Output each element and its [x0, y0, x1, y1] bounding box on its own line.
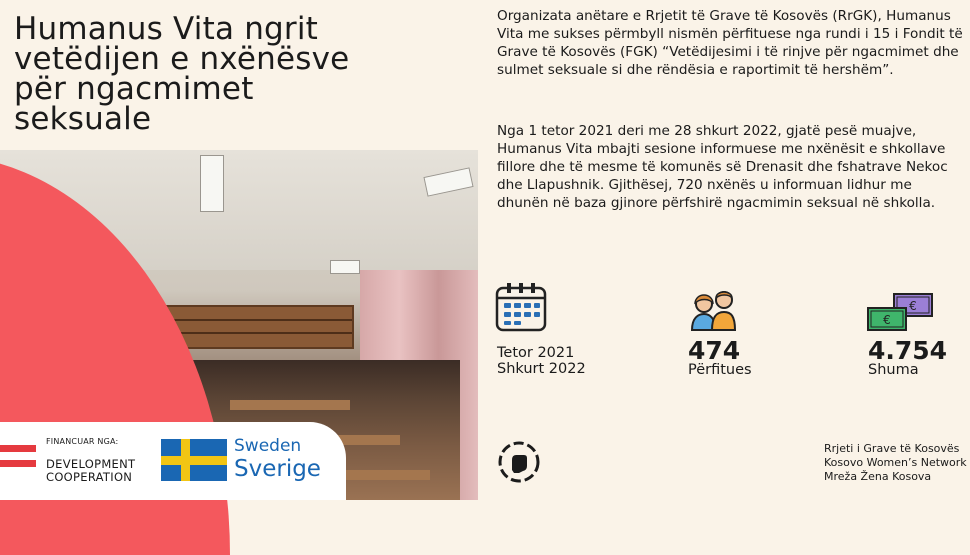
funder-label: FINANCUAR NGA: [46, 437, 119, 446]
sverige-label: Sverige [234, 456, 321, 482]
money-icon [866, 292, 936, 334]
amount-label: Shuma [868, 362, 919, 378]
amount-value: 4.754 [868, 336, 948, 365]
kwn-logo-icon [497, 440, 541, 484]
svg-text:€: € [883, 313, 891, 327]
beneficiaries-value: 474 [688, 336, 741, 365]
austria-flag-icon [0, 445, 36, 467]
sweden-label: Sweden [234, 436, 302, 456]
calendar-icon [495, 282, 547, 332]
details-paragraph: Nga 1 tetor 2021 deri me 28 shkurt 2022, gjatë pesë muajve, Humanus Vita mbajti sesione informuese me nxënësit e shkollave fillore dhe të mesme të komunës së Drenasit dhe fshatrave Nekoc dhe Llapushnik. Gjithësej, 720 nxënës u informuan lidhur me dhunën në baza gjinore përfshirë ngacmimin seksual në shkolla. [497, 123, 948, 211]
svg-text:€: € [909, 299, 917, 313]
period-text: Tetor 2021 Shkurt 2022 [497, 345, 586, 377]
people-icon [688, 284, 738, 332]
intro-paragraph: Organizata anëtare e Rrjetit të Grave të Kosovës (RrGK), Humanus Vita me sukses përmbyll nismën përfituese nga rundi i 15 i Fondit të Grave të Kosovës (FGK) “Vetëdijesimi i të rinjve për ngacmimet dhe sulmet seksuale si dhe rëndësia e raportimit të hershëm”. [497, 8, 963, 78]
page-title: Humanus Vita ngrit vetëdijen e nxënësve për ngacmimet seksuale [14, 11, 350, 137]
sweden-flag-icon [161, 439, 227, 481]
beneficiaries-label: Përfitues [688, 362, 752, 378]
funder-name: DEVELOPMENT COOPERATION [46, 457, 136, 484]
org-name: Rrjeti i Grave të Kosovës Kosovo Women’s Network Mreža Žena Kosova [824, 442, 967, 483]
